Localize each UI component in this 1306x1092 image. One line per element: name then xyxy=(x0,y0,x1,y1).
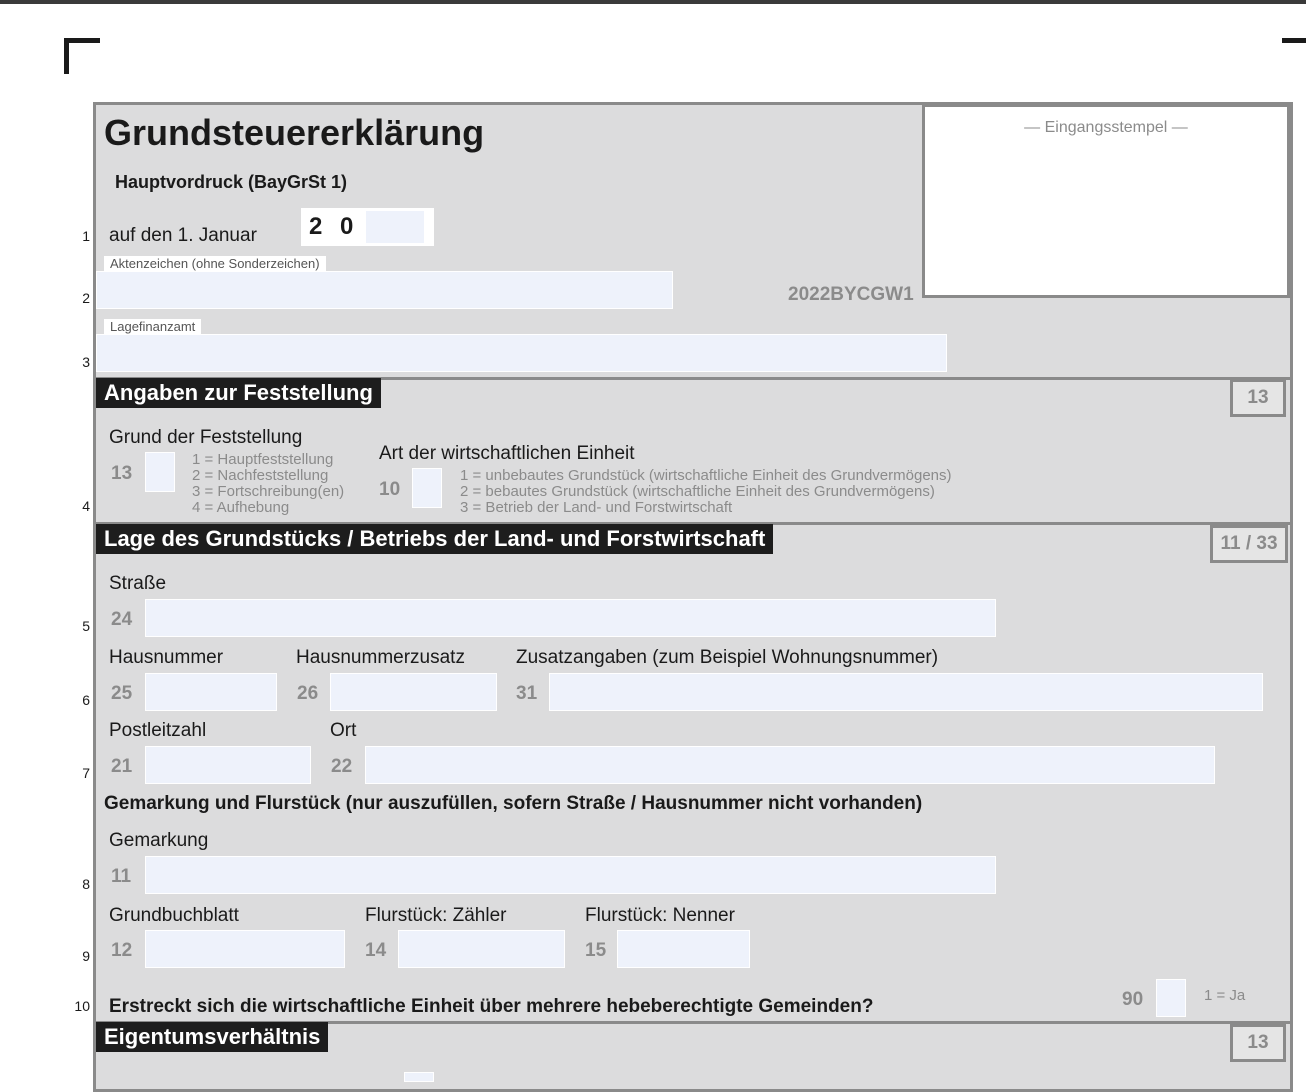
art-option: 3 = Betrieb der Land- und Forstwirtschaft xyxy=(460,499,733,516)
mehrere-gemeinden-input[interactable] xyxy=(1156,979,1186,1017)
row-number: 2 xyxy=(82,290,90,306)
plz-label: Postleitzahl xyxy=(109,720,207,741)
eingangsstempel-box xyxy=(922,104,1290,298)
mehrere-gemeinden-question: Erstreckt sich die wirtschaftliche Einheit über mehrere hebeberechtigte Gemeinden? xyxy=(109,996,874,1017)
grundbuch-code: 12 xyxy=(111,940,133,961)
date-label: auf den 1. Januar xyxy=(109,225,257,246)
stamp-label: — Eingangsstempel — xyxy=(1024,119,1188,136)
grund-input[interactable] xyxy=(145,452,175,492)
question-code: 90 xyxy=(1122,989,1144,1010)
row-number: 9 xyxy=(82,948,90,964)
nenner-input[interactable] xyxy=(617,930,750,968)
grund-option: 4 = Aufhebung xyxy=(192,499,290,516)
form-subtitle: Hauptvordruck (BayGrSt 1) xyxy=(115,172,348,192)
zaehler-label: Flurstück: Zähler xyxy=(365,905,507,926)
row-number: 8 xyxy=(82,876,90,892)
ort-input[interactable] xyxy=(365,746,1215,784)
section-badge: 13 xyxy=(1230,379,1286,417)
section-title-lage: Lage des Grundstücks / Betriebs der Land- und Forstwirtschaft xyxy=(96,524,773,554)
hausnummer-input[interactable] xyxy=(145,673,277,711)
lagefinanzamt-label: Lagefinanzamt xyxy=(104,319,201,334)
lagefinanzamt-input[interactable] xyxy=(96,334,947,372)
hausnummer-code: 25 xyxy=(111,683,133,704)
grund-option: 3 = Fortschreibung(en) xyxy=(192,483,345,500)
grund-code: 13 xyxy=(111,463,133,484)
section-title-eigentum: Eigentumsverhältnis xyxy=(96,1022,328,1052)
art-option: 2 = bebautes Grundstück (wirtschaftliche Einheit des Grundvermögens) xyxy=(460,483,935,500)
row-number: 4 xyxy=(82,498,90,514)
row-number: 3 xyxy=(82,354,90,370)
gemarkung-code: 11 xyxy=(111,866,132,887)
zusatzangaben-input[interactable] xyxy=(549,673,1263,711)
grund-option: 2 = Nachfeststellung xyxy=(192,467,329,484)
row-number: 7 xyxy=(82,765,90,781)
hausnummer-label: Hausnummer xyxy=(109,647,224,668)
grundbuch-label: Grundbuchblatt xyxy=(109,905,239,926)
year-digit-0: 0 xyxy=(340,213,354,240)
zusatzangaben-label: Zusatzangaben (zum Beispiel Wohnungsnummer) xyxy=(516,647,939,668)
aktenzeichen-input[interactable] xyxy=(96,271,673,309)
top-border xyxy=(0,0,1306,4)
row-number: 6 xyxy=(82,692,90,708)
ort-code: 22 xyxy=(331,756,353,777)
zaehler-code: 14 xyxy=(365,940,387,961)
gemarkung-input[interactable] xyxy=(145,856,996,894)
year-digit-2: 2 xyxy=(309,213,323,240)
year-input[interactable] xyxy=(365,210,425,244)
row-number: 10 xyxy=(74,998,90,1014)
zusatz-code: 26 xyxy=(297,683,319,704)
art-input[interactable] xyxy=(412,468,442,508)
gemarkung-heading: Gemarkung und Flurstück (nur auszufüllen, sofern Straße / Hausnummer nicht vorhanden) xyxy=(104,793,923,814)
strasse-code: 24 xyxy=(111,609,133,630)
strasse-label: Straße xyxy=(109,573,167,594)
ort-label: Ort xyxy=(330,720,357,741)
grundbuch-input[interactable] xyxy=(145,930,345,968)
nenner-code: 15 xyxy=(585,940,607,961)
form-title: Grundsteuererklärung xyxy=(104,112,485,153)
grund-option: 1 = Hauptfeststellung xyxy=(192,451,334,468)
question-option: 1 = Ja xyxy=(1204,987,1246,1004)
art-code: 10 xyxy=(379,479,401,500)
nenner-label: Flurstück: Nenner xyxy=(585,905,735,926)
row-number: 1 xyxy=(82,228,90,244)
zusatz-label: Hausnummerzusatz xyxy=(296,647,465,668)
strasse-input[interactable] xyxy=(145,599,996,637)
form-id: 2022BYCGW1 xyxy=(788,284,914,305)
row-number: 5 xyxy=(82,618,90,634)
art-option: 1 = unbebautes Grundstück (wirtschaftliche Einheit des Grundvermögens) xyxy=(460,467,952,484)
zaehler-input[interactable] xyxy=(398,930,565,968)
crop-mark-left xyxy=(64,38,100,74)
zusatz-input[interactable] xyxy=(330,673,497,711)
aktenzeichen-label: Aktenzeichen (ohne Sonderzeichen) xyxy=(104,256,326,271)
grund-label: Grund der Feststellung xyxy=(109,427,303,448)
crop-mark-right xyxy=(1282,38,1306,43)
plz-code: 21 xyxy=(111,756,133,777)
art-label: Art der wirtschaftlichen Einheit xyxy=(379,443,635,464)
section-badge: 11 / 33 xyxy=(1210,525,1288,563)
section-badge: 13 xyxy=(1230,1024,1286,1062)
zusatzangaben-code: 31 xyxy=(516,683,538,704)
gemarkung-label: Gemarkung xyxy=(109,830,209,851)
section-title-feststellung: Angaben zur Feststellung xyxy=(96,378,381,408)
plz-input[interactable] xyxy=(145,746,311,784)
eigentum-input[interactable] xyxy=(404,1072,434,1082)
